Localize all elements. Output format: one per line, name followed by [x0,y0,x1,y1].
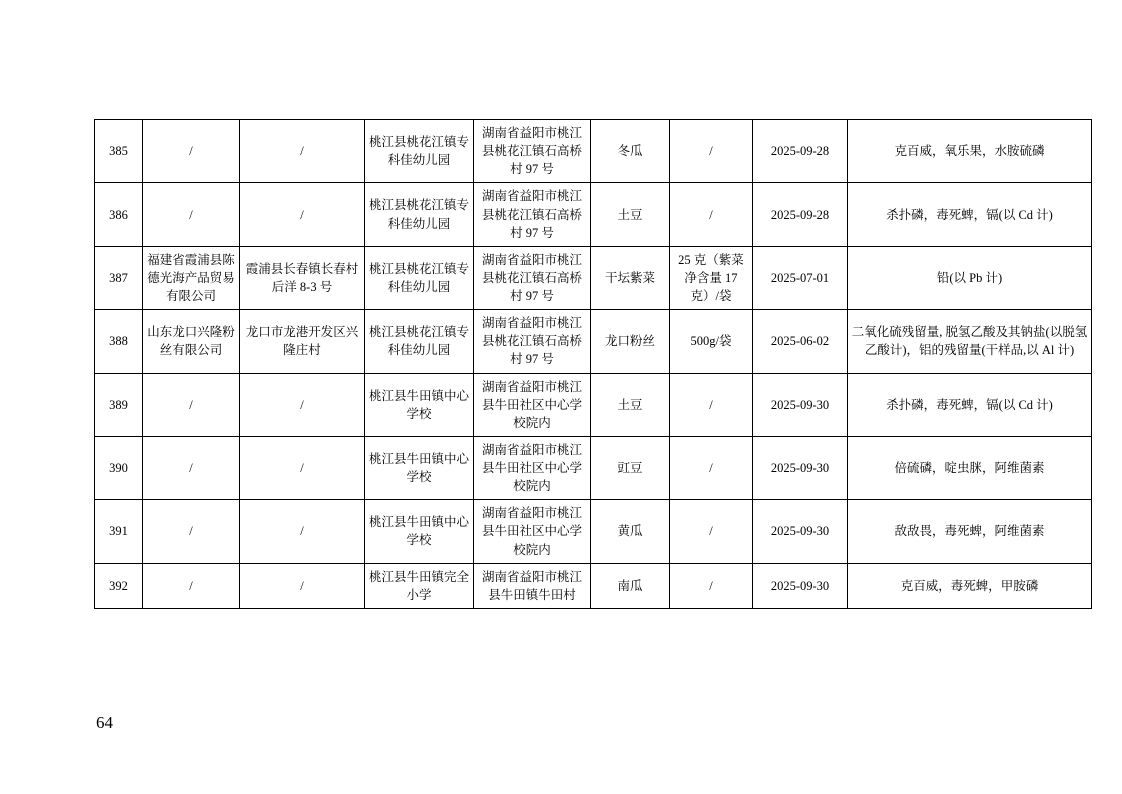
cell-spec: 25 克（紫菜净含量 17 克）/袋 [670,246,753,309]
cell-sampled-address: 湖南省益阳市桃江县牛田社区中心学校院内 [474,373,591,436]
table-row [95,500,1092,563]
cell-producer-address: / [240,183,365,246]
cell-spec: / [670,373,753,436]
cell-failed-items: 杀扑磷，毒死蜱，镉(以 Cd 计) [848,183,1092,246]
page-number: 64 [96,713,113,732]
cell-index: 389 [95,373,143,436]
cell-producer: / [143,183,240,246]
cell-sampled-address: 湖南省益阳市桃江县桃花江镇石高桥村 97 号 [474,246,591,309]
cell-date: 2025-09-28 [753,183,848,246]
cell-index: 388 [95,310,143,373]
cell-sampled-address: 湖南省益阳市桃江县桃花江镇石高桥村 97 号 [474,310,591,373]
cell-sampled-address: 湖南省益阳市桃江县桃花江镇石高桥村 97 号 [474,183,591,246]
cell-food-name: 南瓜 [591,563,670,608]
cell-sampled-address: 湖南省益阳市桃江县牛田镇牛田村 [474,563,591,608]
sampling-results-table [94,119,1092,609]
cell-spec: / [670,183,753,246]
cell-producer: / [143,436,240,499]
cell-food-name: 土豆 [591,373,670,436]
cell-date: 2025-09-28 [753,120,848,183]
cell-index: 386 [95,183,143,246]
cell-sampled-unit: 桃江县牛田镇中心学校 [365,373,474,436]
cell-food-name: 冬瓜 [591,120,670,183]
cell-sampled-address: 湖南省益阳市桃江县牛田社区中心学校院内 [474,436,591,499]
cell-spec: / [670,120,753,183]
cell-index: 387 [95,246,143,309]
cell-sampled-unit: 桃江县桃花江镇专科佳幼儿园 [365,120,474,183]
cell-producer-address: / [240,436,365,499]
cell-date: 2025-09-30 [753,436,848,499]
cell-date: 2025-06-02 [753,310,848,373]
cell-sampled-unit: 桃江县桃花江镇专科佳幼儿园 [365,183,474,246]
cell-index: 390 [95,436,143,499]
cell-producer: / [143,563,240,608]
cell-spec: 500g/袋 [670,310,753,373]
cell-failed-items: 倍硫磷，啶虫脒，阿维菌素 [848,436,1092,499]
table-row [95,563,1092,608]
cell-producer: / [143,500,240,563]
cell-food-name: 黄瓜 [591,500,670,563]
cell-date: 2025-07-01 [753,246,848,309]
cell-date: 2025-09-30 [753,563,848,608]
table-row [95,310,1092,373]
cell-sampled-unit: 桃江县桃花江镇专科佳幼儿园 [365,246,474,309]
table-row [95,373,1092,436]
cell-producer-address: 霞浦县长春镇长春村后洋 8-3 号 [240,246,365,309]
cell-sampled-unit: 桃江县桃花江镇专科佳幼儿园 [365,310,474,373]
cell-failed-items: 敌敌畏，毒死蜱，阿维菌素 [848,500,1092,563]
cell-spec: / [670,500,753,563]
cell-food-name: 干坛紫菜 [591,246,670,309]
cell-failed-items: 铅(以 Pb 计) [848,246,1092,309]
cell-producer: / [143,120,240,183]
cell-producer-address: 龙口市龙港开发区兴隆庄村 [240,310,365,373]
cell-sampled-unit: 桃江县牛田镇中心学校 [365,436,474,499]
cell-spec: / [670,436,753,499]
table-row [95,246,1092,309]
cell-date: 2025-09-30 [753,373,848,436]
cell-food-name: 土豆 [591,183,670,246]
cell-producer: 福建省霞浦县陈德光海产品贸易有限公司 [143,246,240,309]
cell-failed-items: 克百威，毒死蜱，甲胺磷 [848,563,1092,608]
cell-producer-address: / [240,563,365,608]
cell-producer: 山东龙口兴隆粉丝有限公司 [143,310,240,373]
cell-date: 2025-09-30 [753,500,848,563]
cell-food-name: 豇豆 [591,436,670,499]
cell-index: 391 [95,500,143,563]
cell-spec: / [670,563,753,608]
cell-producer-address: / [240,500,365,563]
cell-failed-items: 杀扑磷，毒死蜱，镉(以 Cd 计) [848,373,1092,436]
cell-producer-address: / [240,373,365,436]
cell-producer: / [143,373,240,436]
cell-sampled-address: 湖南省益阳市桃江县桃花江镇石高桥村 97 号 [474,120,591,183]
cell-sampled-unit: 桃江县牛田镇完全小学 [365,563,474,608]
cell-failed-items: 二氧化硫残留量, 脱氢乙酸及其钠盐(以脱氢乙酸计)，铝的残留量(干样品,以 Al 计) [848,310,1092,373]
table-row [95,120,1092,183]
cell-index: 392 [95,563,143,608]
table-body [95,120,1092,609]
cell-producer-address: / [240,120,365,183]
cell-index: 385 [95,120,143,183]
cell-sampled-address: 湖南省益阳市桃江县牛田社区中心学校院内 [474,500,591,563]
table-row [95,183,1092,246]
cell-sampled-unit: 桃江县牛田镇中心学校 [365,500,474,563]
cell-food-name: 龙口粉丝 [591,310,670,373]
table-row [95,436,1092,499]
cell-failed-items: 克百威，氧乐果，水胺硫磷 [848,120,1092,183]
